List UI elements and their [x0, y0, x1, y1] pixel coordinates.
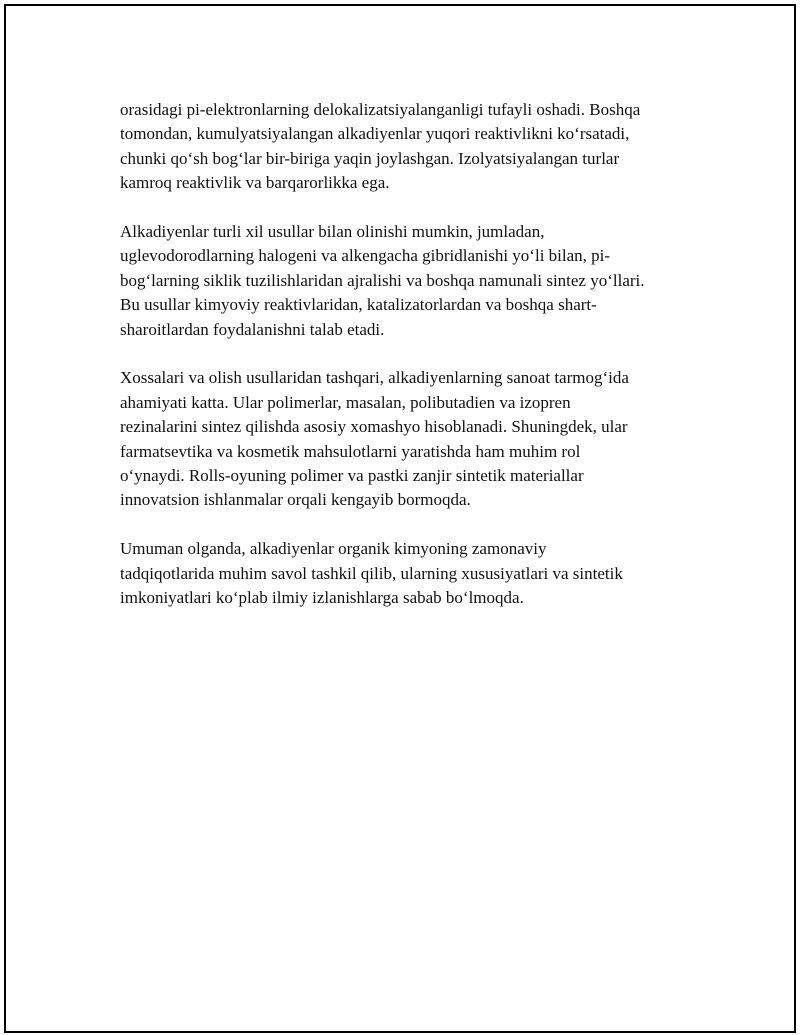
text-line: o‘ynaydi. Rolls-oyuning polimer va pastki zanjir sintetik materiallar [120, 466, 584, 486]
text-line: farmatsevtika va kosmetik mahsulotlarni yaratishda ham muhim rol [120, 441, 581, 461]
paragraph-1 [120, 98, 680, 196]
text-line: innovatsion ishlanmalar orqali kengayib bormoqda. [120, 490, 471, 510]
text-line: orasidagi pi-elektronlarning delokalizatsiyalanganligi tufayli oshadi. Boshqa [120, 100, 641, 119]
text-line: bog‘larning siklik tuzilishlaridan ajralishi va boshqa namunali sintez yo‘llari. [120, 270, 645, 290]
text-line: Xossalari va olish usullaridan tashqari, alkadiyenlarning sanoat tarmog‘ida [120, 368, 629, 388]
text-line: sharoitlardan foydalanishni talab etadi. [120, 319, 385, 339]
text-line: Umuman olganda, alkadiyenlar organik kimyoning zamonaviy [120, 539, 547, 559]
paragraph-4 [120, 537, 680, 610]
text-line: tadqiqotlarida muhim savol tashkil qilib, ularning xususiyatlari va sintetik [120, 563, 623, 583]
text-line: kamroq reaktivlik va barqarorlikka ega. [120, 173, 390, 193]
paragraph-3 [120, 366, 680, 512]
text-line: imkoniyatlari ko‘plab ilmiy izlanishlarga sabab bo‘lmoqda. [120, 588, 524, 608]
text-line: uglevodorodlarning halogeni va alkengacha gibridlanishi yo‘li bilan, pi- [120, 246, 611, 266]
text-line: Bu usullar kimyoviy reaktivlaridan, katalizatorlardan va boshqa shart- [120, 295, 597, 315]
text-line: chunki qo‘sh bog‘lar bir-biriga yaqin joylashgan. Izolyatsiyalangan turlar [120, 148, 620, 168]
text-line: tomondan, kumulyatsiyalangan alkadiyenlar yuqori reaktivlikni ko‘rsatadi, [120, 124, 630, 144]
page-frame [4, 4, 796, 1033]
text-line: ahamiyati katta. Ular polimerlar, masalan, polibutadien va izopren [120, 392, 571, 412]
paragraph-2 [120, 220, 680, 342]
text-line: Alkadiyenlar turli xil usullar bilan olinishi mumkin, jumladan, [120, 222, 545, 242]
document-body [120, 98, 680, 635]
text-line: rezinalarini sintez qilishda asosiy xomashyo hisoblanadi. Shuningdek, ular [120, 417, 628, 437]
